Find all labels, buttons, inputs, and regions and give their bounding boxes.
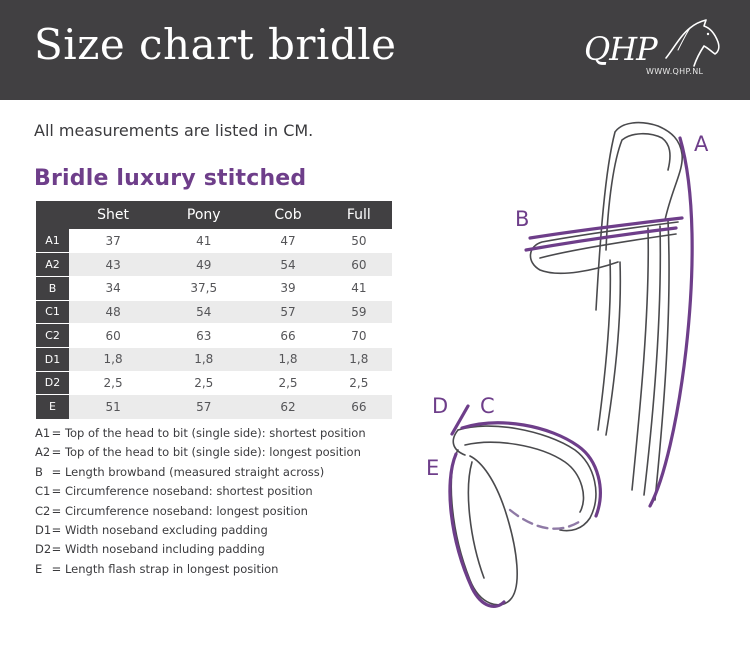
table-cell: 41 [326,276,392,300]
table-cell: 1,8 [157,347,250,371]
legend-code: C2 [35,503,51,518]
legend-item [35,424,366,443]
table-cell: 57 [250,300,325,324]
legend-text: = Circumference noseband: shortest position [51,484,313,499]
row-code: D1 [36,347,69,371]
column-header: Pony [157,201,250,229]
table-cell: 50 [351,233,367,248]
label-e: E [426,456,440,480]
table-cell: 59 [326,300,392,324]
legend-code: A2 [35,445,51,460]
legend-item [35,443,366,462]
table-corner-cell [36,201,69,229]
page-header [0,0,750,100]
table-cell: 37 [105,233,121,248]
row-code: D2 [36,371,69,395]
label-b: B [515,207,530,231]
table-cell: 63 [157,324,250,348]
legend-item [35,521,366,540]
bridle-diagram [410,110,740,630]
row-code: A1 [36,229,69,253]
label-d: D [432,394,449,418]
table-row [36,324,392,348]
table-row [36,347,392,371]
row-code: A2 [36,253,69,277]
table-cell: 2,5 [157,371,250,395]
table-cell: 60 [326,253,392,277]
legend-code: D1 [35,523,52,538]
table-cell: 54 [250,253,325,277]
table-cell: 41 [196,233,212,248]
column-header: Shet [69,201,157,229]
table-cell: 47 [280,233,296,248]
bridle-diagram-icon [410,110,740,630]
row-code: C2 [36,324,69,348]
legend-code: E [35,561,43,576]
measurement-note: All measurements are listed in CM. [34,121,314,140]
legend-code: C1 [35,484,51,499]
table-cell: 2,5 [250,371,325,395]
table-cell: 1,8 [326,347,392,371]
legend-item [35,540,366,559]
label-a: A [694,132,709,156]
table-title: Bridle luxury stitched [34,166,307,191]
legend-text: = Length flash strap in longest position [51,561,279,576]
row-code: C1 [36,300,69,324]
row-code: E [36,395,69,419]
table-cell: 60 [69,324,157,348]
column-header: Full [326,201,392,229]
table-header-row [36,201,392,229]
table-cell: 43 [69,253,157,277]
column-header: Cob [250,201,325,229]
label-c: C [480,394,495,418]
logo-url: WWW.QHP.NL [646,67,704,76]
legend-item [35,560,366,579]
legend-item [35,502,366,521]
table-cell: 51 [69,395,157,419]
legend-code: D2 [35,542,52,557]
table-cell: 2,5 [326,371,392,395]
table-row [36,371,392,395]
legend-code: A1 [35,426,51,440]
legend-text: = Top of the head to bit (single side): shortest position [51,426,366,440]
legend-text: = Width noseband including padding [51,542,265,557]
legend-text: = Length browband (measured straight across) [51,464,325,479]
table-cell: 70 [326,324,392,348]
table-row [36,253,392,277]
table-cell: 57 [157,395,250,419]
legend-code: B [35,464,43,479]
table-cell: 54 [157,300,250,324]
table-row [36,276,392,300]
logo-text: QHP [584,30,657,68]
table-row [36,395,392,419]
horse-head-logo-icon [660,18,722,70]
table-row [36,300,392,324]
table-cell: 66 [326,395,392,419]
size-table [36,201,392,419]
legend-text: = Circumference noseband: longest position [51,503,308,518]
table-cell: 1,8 [250,347,325,371]
legend-item [35,463,366,482]
table-cell: 37,5 [157,276,250,300]
table-cell: 48 [69,300,157,324]
measurement-legend [35,424,366,579]
table-cell: 66 [250,324,325,348]
table-cell: 2,5 [69,371,157,395]
brand-logo [578,14,728,86]
table-cell: 49 [157,253,250,277]
legend-text: = Width noseband excluding padding [51,523,268,538]
table-cell: 39 [250,276,325,300]
row-code: B [36,276,69,300]
page-title: Size chart bridle [34,20,397,69]
table-cell: 34 [69,276,157,300]
legend-text: = Top of the head to bit (single side): longest position [51,445,361,460]
table-cell: 62 [250,395,325,419]
table-row [36,229,392,253]
legend-item [35,482,366,501]
table-cell: 1,8 [69,347,157,371]
